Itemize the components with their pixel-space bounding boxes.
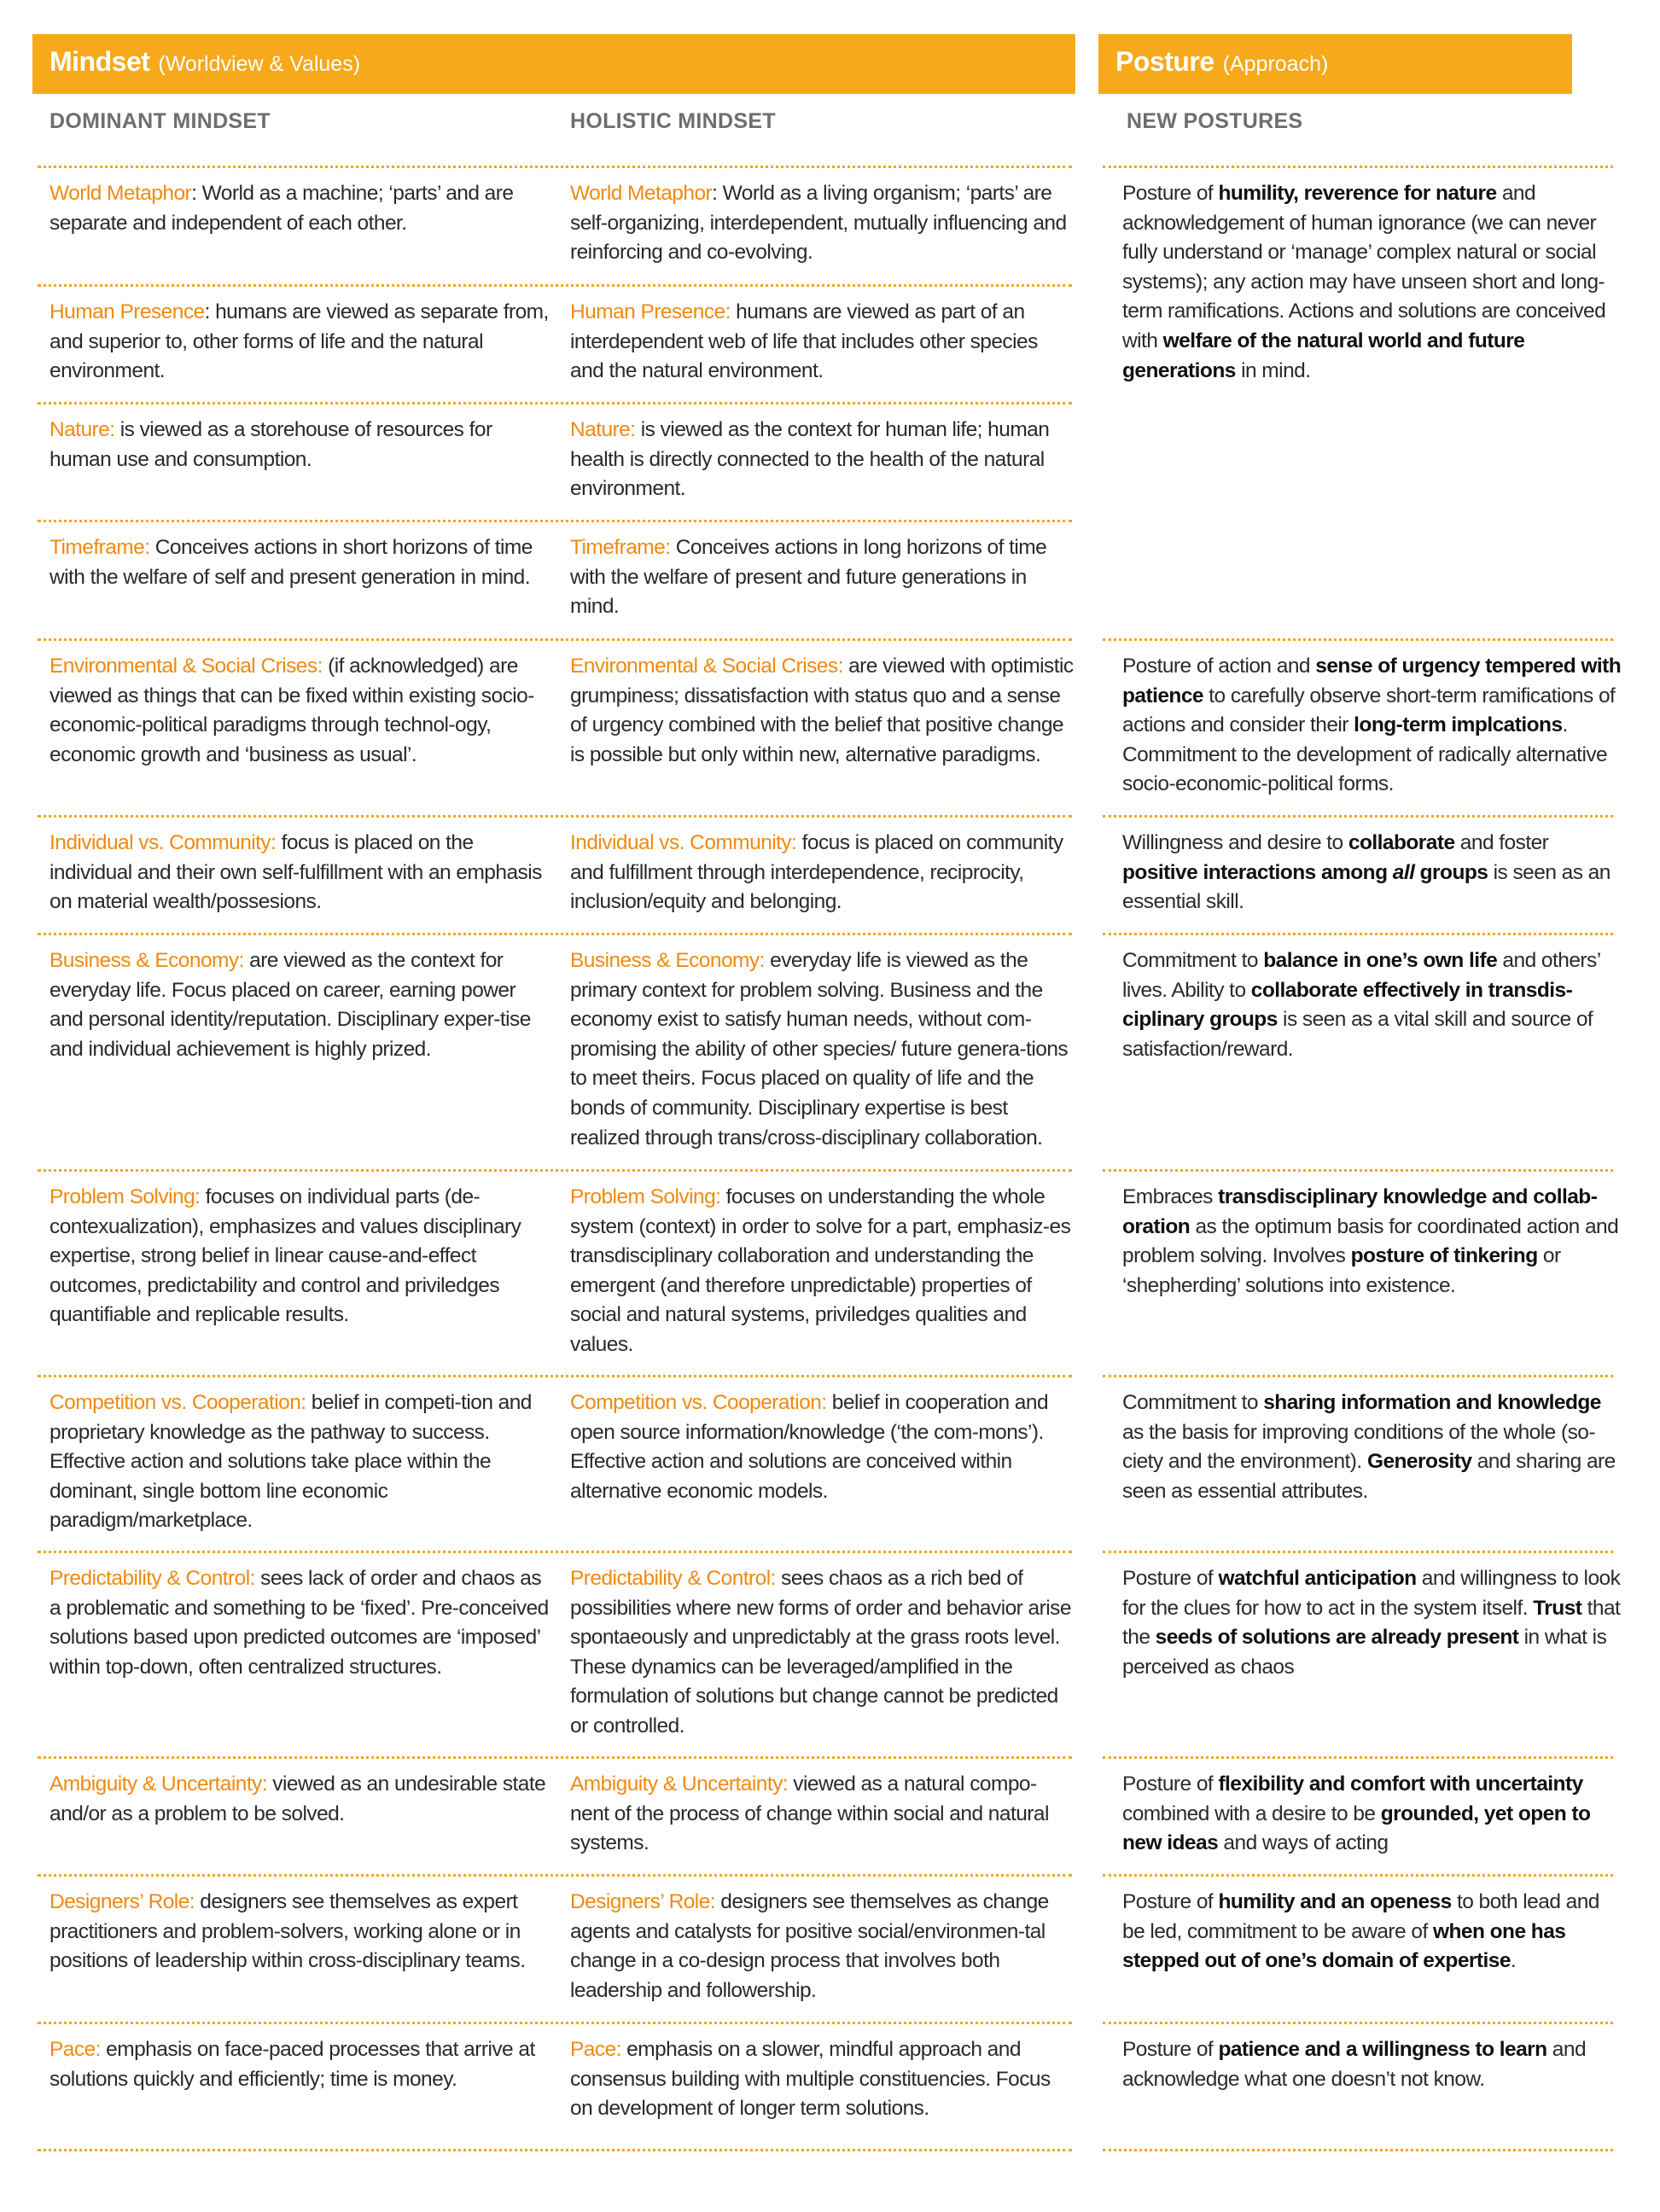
dominant-individual-vs-community: [50, 829, 553, 917]
row-text: focus is placed on the individual and their own self-fulfillment with an emphasis on material wealth/possesions.: [50, 831, 542, 914]
row-label: Competition vs. Cooperation:: [50, 1391, 306, 1414]
posture-emphasis: grounded, yet open to new ideas: [1122, 1802, 1591, 1855]
row-separator: [1103, 933, 1613, 935]
posture-text: as the basis for improving conditions of the whole (so-ciety and the environment).: [1122, 1420, 1595, 1474]
row-text: are viewed as the context for everyday life. Focus placed on career, earning power and personal identity/reputation. Disciplinary exper-tise and individual achievement is highly prized.: [50, 949, 531, 1061]
row-separator: [38, 166, 1072, 168]
holistic-nature: [570, 416, 1075, 504]
posture-text: and ways of acting: [1218, 1831, 1389, 1855]
holistic-ambiguity-uncertainty: [570, 1770, 1075, 1859]
row-separator: [1103, 2022, 1613, 2024]
row-label: Timeframe:: [570, 536, 671, 559]
posture-emphasis-italic: all: [1392, 860, 1415, 884]
holistic-timeframe: [570, 533, 1075, 622]
row-label: Environmental & Social Crises:: [50, 655, 323, 678]
posture-emphasis: when one has stepped out of one’s domain of expertise: [1122, 1919, 1566, 1973]
posture-patience: [1122, 2035, 1622, 2094]
mindset-title: Mindset: [50, 46, 150, 77]
posture-urgency-patience: [1122, 652, 1622, 800]
posture-text: Commitment to: [1122, 949, 1264, 972]
posture-emphasis: balance in one’s own life: [1263, 949, 1498, 972]
posture-text: combined with a desire to be: [1122, 1802, 1381, 1825]
posture-emphasis: welfare of the natural world and future generations: [1122, 329, 1525, 382]
posture-text: to both lead and be led, commitment to be aware of: [1122, 1890, 1599, 1943]
dominant-environmental-social-crises: [50, 652, 553, 770]
dominant-pace: [50, 2035, 553, 2094]
posture-emphasis: groups: [1414, 860, 1488, 884]
posture-emphasis: long-term implcations: [1354, 713, 1563, 737]
posture-emphasis: transdisciplinary knowledge and collab-oration: [1122, 1185, 1598, 1238]
row-separator: [1103, 1756, 1613, 1759]
posture-text: and willingness to look for the clues for how to act in the system itself.: [1122, 1567, 1621, 1620]
posture-emphasis: Generosity: [1366, 1450, 1472, 1474]
posture-text: . Commitment to the development of radically alternative socio-economic-political forms.: [1122, 713, 1608, 796]
posture-emphasis: humility, reverence for nature: [1218, 182, 1497, 205]
holistic-individual-vs-community: [570, 829, 1075, 917]
posture-text: in mind.: [1235, 358, 1311, 382]
row-label: Designers’ Role:: [570, 1890, 716, 1913]
row-label: Predictability & Control:: [50, 1567, 255, 1590]
row-label: Designers’ Role:: [50, 1890, 195, 1913]
posture-emphasis: sense of urgency tempered with patience: [1122, 655, 1622, 707]
posture-transdisciplinary: [1122, 1183, 1622, 1301]
row-label: Nature:: [570, 418, 636, 441]
posture-emphasis: sharing information and knowledge: [1263, 1391, 1601, 1414]
row-separator: [1103, 638, 1613, 641]
row-text: belief in cooperation and open source information/knowledge (‘the com-mons’). Effective action and solutions are conceived within alternative economic models.: [570, 1391, 1049, 1503]
row-label: Pace:: [570, 2038, 621, 2061]
posture-emphasis: collaborate: [1348, 831, 1455, 854]
row-separator: [38, 638, 1072, 641]
dominant-mindset-heading: DOMINANT MINDSET: [50, 109, 271, 133]
row-separator: [38, 933, 1072, 935]
posture-text: and foster: [1454, 831, 1549, 854]
row-label: Problem Solving:: [570, 1185, 721, 1208]
row-label: Human Presence: [50, 300, 205, 323]
row-separator: [38, 1551, 1072, 1553]
row-label: Business & Economy:: [50, 949, 244, 972]
row-separator: [38, 520, 1072, 522]
row-text: viewed as an undesirable state and/or as a problem to be solved.: [50, 1773, 546, 1825]
posture-text: in what is perceived as chaos: [1122, 1626, 1607, 1679]
dominant-world-metaphor: [50, 179, 553, 238]
row-text: sees lack of order and chaos as a problematic and something to be ‘fixed’. Pre-conceived solutions based upon predicted outcomes are ‘imposed’ within top-down, often centralized structures.: [50, 1567, 549, 1679]
row-separator: [38, 284, 1072, 287]
row-text: is viewed as a storehouse of resources for human use and consumption.: [50, 418, 492, 471]
row-text: designers see themselves as change agents and catalysts for positive social/environmen-tal change in a co-design process that involves both leadership and followership.: [570, 1890, 1049, 2002]
holistic-business-economy: [570, 946, 1075, 1153]
row-separator: [38, 2022, 1072, 2024]
posture-emphasis: flexibility and comfort with uncertainty: [1218, 1773, 1583, 1796]
row-label: Timeframe:: [50, 536, 150, 559]
posture-text: .: [1510, 1949, 1517, 1973]
row-text: are viewed with optimistic grumpiness; dissatisfaction with status quo and a sense of urgency combined with the belief that positive change is possible but only within new, alternative paradigms.: [570, 655, 1074, 766]
row-separator: [38, 1169, 1072, 1172]
posture-text: and acknowledgement of human ignorance (we can never fully understand or ‘manage’ complex natural or social systems); any action may have unseen short and long-term ramifications. Actions and solutions are conceived with: [1122, 182, 1606, 352]
row-separator: [38, 1375, 1072, 1377]
posture-text: Posture of: [1122, 2038, 1219, 2061]
row-text: belief in competi-tion and proprietary knowledge as the pathway to success. Effective action and solutions take place within the dominant, single bottom line economic paradigm/marketplace.: [50, 1391, 532, 1533]
row-label: Ambiguity & Uncertainty:: [570, 1773, 789, 1796]
posture-text: Commitment to: [1122, 1391, 1264, 1414]
posture-text: Posture of: [1122, 1773, 1219, 1796]
dominant-ambiguity-uncertainty: [50, 1770, 553, 1829]
posture-emphasis: Trust: [1533, 1596, 1582, 1620]
posture-text: and sharing are seen as essential attributes.: [1122, 1450, 1616, 1503]
posture-sharing: [1122, 1388, 1622, 1506]
row-text: Conceives actions in short horizons of time with the welfare of self and present generation in mind.: [50, 536, 533, 589]
row-text: emphasis on a slower, mindful approach and consensus building with multiple constituencies. Focus on development of longer term solutions.: [570, 2038, 1051, 2121]
posture-text: or ‘shepherding’ solutions into existence.: [1122, 1244, 1561, 1297]
row-separator: [38, 402, 1072, 405]
holistic-predictability-control: [570, 1564, 1075, 1742]
posture-emphasis: posture of tinkering: [1350, 1244, 1538, 1268]
posture-text: as the optimum basis for coordinated action and problem solving. Involves: [1122, 1214, 1619, 1268]
posture-text: is seen as a vital skill and source of satisfaction/reward.: [1122, 1008, 1593, 1061]
posture-emphasis: seeds of solutions are already present: [1155, 1626, 1519, 1650]
row-separator: [1103, 1375, 1613, 1377]
holistic-human-presence: [570, 298, 1075, 387]
row-separator: [38, 815, 1072, 818]
dominant-human-presence: [50, 298, 553, 387]
dominant-nature: [50, 416, 553, 474]
posture-humility-reverence: [1122, 179, 1622, 386]
posture-header-bar: [1098, 34, 1572, 94]
row-separator: [1103, 1874, 1613, 1877]
row-label: Problem Solving:: [50, 1185, 201, 1208]
row-label: Ambiguity & Uncertainty:: [50, 1773, 268, 1796]
posture-title: Posture: [1115, 46, 1214, 77]
holistic-pace: [570, 2035, 1075, 2124]
row-separator: [1103, 815, 1613, 818]
posture-text: Willingness and desire to: [1122, 831, 1348, 854]
row-separator: [1103, 1169, 1613, 1172]
posture-emphasis: patience and a willingness to learn: [1218, 2038, 1547, 2061]
row-text: focuses on understanding the whole system (context) in order to solve for a part, emphasiz-es transdisciplinary collaboration and understanding the emergent (and therefore unpredictable) properties of social and natural systems, priviledges qualities and values.: [570, 1185, 1071, 1356]
row-text: : humans are viewed as separate from, and superior to, other forms of life and the natural environment.: [50, 300, 549, 383]
posture-text: and acknowledge what one doesn’t not know.: [1122, 2038, 1587, 2091]
row-text: is viewed as the context for human life; human health is directly connected to the health of the natural environment.: [570, 418, 1050, 501]
row-text: focus is placed on community and fulfillment through interdependence, reciprocity, inclusion/equity and belonging.: [570, 831, 1063, 914]
row-text: humans are viewed as part of an interdependent web of life that includes other species and the natural environment.: [570, 300, 1038, 383]
holistic-competition-vs-cooperation: [570, 1388, 1075, 1506]
row-text: emphasis on face-paced processes that arrive at solutions quickly and efficiently; time is money.: [50, 2038, 535, 2091]
row-label: Pace:: [50, 2038, 101, 2061]
row-text: Conceives actions in long horizons of time with the welfare of present and future generations in mind.: [570, 536, 1047, 619]
row-text: everyday life is viewed as the primary context for problem solving. Business and the economy exist to satisfy human needs, without com-promising the ability of other species/ future genera-tions to meet theirs. Focus placed on quality of life and the bonds of community. Disciplinary expertise is best realized through trans/cross-disciplinary collaboration.: [570, 949, 1069, 1150]
row-text: (if acknowledged) are viewed as things that can be fixed within existing socio-economic-political paradigms through technol-ogy, economic growth and ‘business as usual’.: [50, 655, 534, 766]
row-separator: [38, 2149, 1072, 2151]
row-separator: [38, 1756, 1072, 1759]
posture-watchful-anticipation: [1122, 1564, 1622, 1682]
mindset-subtitle: (Worldview & Values): [158, 52, 361, 76]
row-separator: [1103, 1551, 1613, 1553]
row-label: Predictability & Control:: [570, 1567, 776, 1590]
row-text: designers see themselves as expert practitioners and problem-solvers, working alone or in positions of leadership within cross-disciplinary teams.: [50, 1890, 526, 1973]
posture-text: Posture of: [1122, 1890, 1219, 1913]
row-text: focuses on individual parts (de-contexualization), emphasizes and values disciplinary expertise, strong belief in linear cause-and-effect outcomes, predictability and control and priviledges quantifiable and replicable results.: [50, 1185, 521, 1327]
posture-text: Posture of action and: [1122, 655, 1316, 678]
dominant-business-economy: [50, 946, 553, 1064]
dominant-problem-solving: [50, 1183, 553, 1330]
row-label: Individual vs. Community:: [570, 831, 797, 854]
posture-collaborate: [1122, 829, 1622, 917]
holistic-world-metaphor: [570, 179, 1075, 268]
posture-emphasis: collaborate effectively in transdis-ciplinary groups: [1122, 978, 1573, 1032]
mindset-header-bar: [32, 34, 1075, 94]
row-label: World Metaphor: [570, 182, 713, 205]
row-separator: [1103, 166, 1613, 168]
row-text: viewed as a natural compo-nent of the process of change within social and natural systems.: [570, 1773, 1049, 1855]
row-label: Nature:: [50, 418, 115, 441]
dominant-competition-vs-cooperation: [50, 1388, 553, 1536]
row-text: : World as a living organism; ‘parts’ are self-organizing, interdependent, mutually influencing and reinforcing and co-evolving.: [570, 182, 1067, 265]
row-text: : World as a machine; ‘parts’ and are separate and independent of each other.: [50, 182, 514, 235]
row-label: Individual vs. Community:: [50, 831, 277, 854]
posture-text: and others’ lives. Ability to: [1122, 949, 1600, 1002]
posture-emphasis: watchful anticipation: [1218, 1567, 1417, 1590]
row-label: Human Presence:: [570, 300, 731, 323]
row-separator: [38, 1874, 1072, 1877]
posture-text: is seen as an essential skill.: [1122, 860, 1610, 914]
posture-balance: [1122, 946, 1622, 1064]
posture-flexibility: [1122, 1770, 1622, 1859]
row-separator: [1103, 2149, 1613, 2151]
dominant-predictability-control: [50, 1564, 553, 1682]
row-text: sees chaos as a rich bed of possibilities where new forms of order and behavior arise spontaeously and unpredictably at the grass roots level. These dynamics can be leveraged/amplified in the formulation of solutions but change cannot be predicted or controlled.: [570, 1567, 1071, 1738]
posture-text: Embraces: [1122, 1185, 1219, 1208]
posture-humility-openess: [1122, 1888, 1622, 1976]
dominant-timeframe: [50, 533, 553, 592]
new-postures-heading: NEW POSTURES: [1127, 109, 1303, 133]
posture-emphasis: positive interactions among: [1122, 860, 1393, 884]
row-label: Competition vs. Cooperation:: [570, 1391, 827, 1414]
row-label: World Metaphor: [50, 182, 192, 205]
holistic-environmental-social-crises: [570, 652, 1075, 770]
holistic-mindset-heading: HOLISTIC MINDSET: [570, 109, 776, 133]
posture-subtitle: (Approach): [1222, 52, 1329, 76]
posture-text: Posture of: [1122, 1567, 1219, 1590]
holistic-designers-role: [570, 1888, 1075, 2005]
posture-text: to carefully observe short-term ramifications of actions and consider their: [1122, 684, 1616, 737]
posture-text: Posture of: [1122, 182, 1219, 205]
posture-text: that the: [1122, 1596, 1621, 1650]
dominant-designers-role: [50, 1888, 553, 1976]
posture-emphasis: humility and an openess: [1218, 1890, 1452, 1913]
row-label: Environmental & Social Crises:: [570, 655, 843, 678]
row-label: Business & Economy:: [570, 949, 765, 972]
holistic-problem-solving: [570, 1183, 1075, 1360]
